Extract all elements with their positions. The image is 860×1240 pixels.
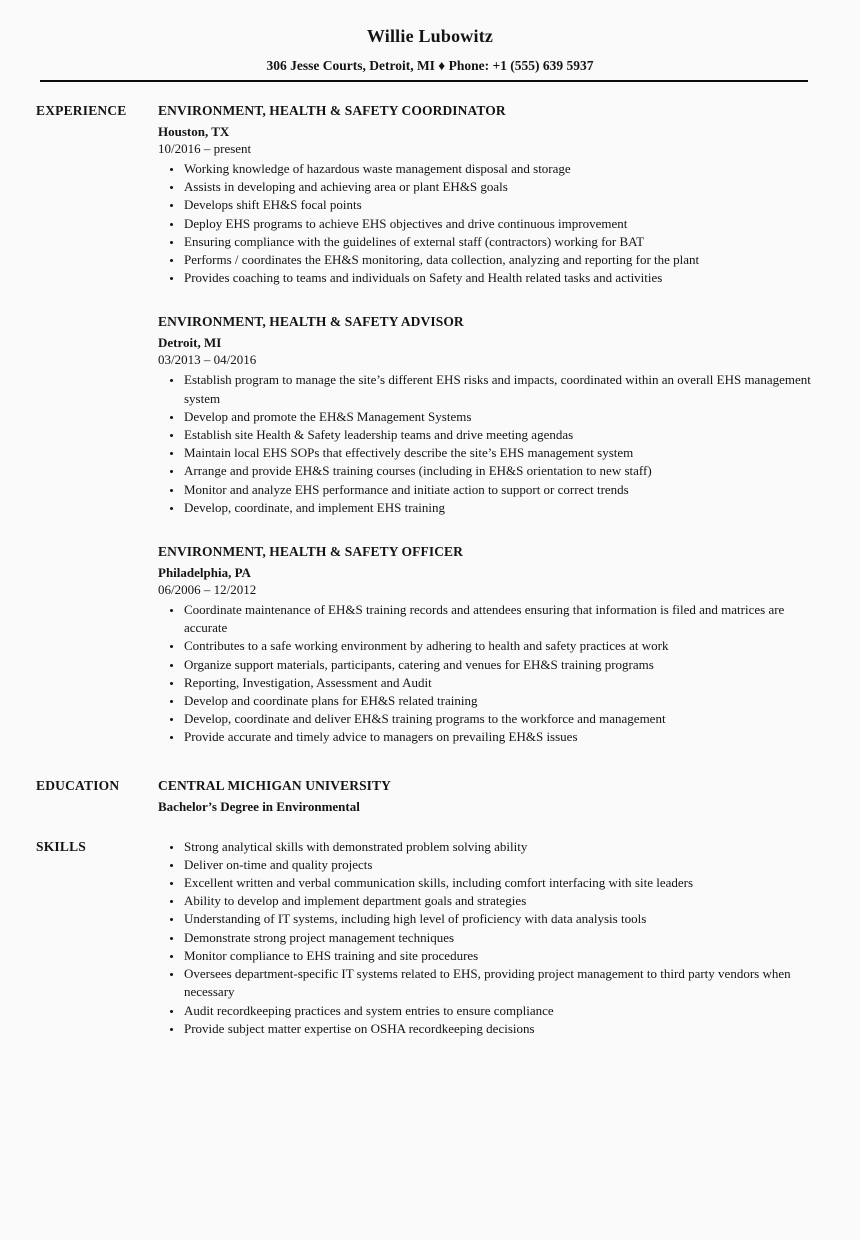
bullet-item: • Demonstrate strong project management techniques bbox=[183, 929, 820, 947]
job-entry-coordinator bbox=[158, 102, 820, 287]
education-degree: Bachelor’s Degree in Environmental bbox=[158, 798, 360, 814]
bullet-list bbox=[158, 371, 820, 517]
bullet-item: • Deploy EHS programs to achieve EHS objectives and drive continuous improvement bbox=[183, 215, 820, 233]
bullet-item: • Maintain local EHS SOPs that effectively describe the site’s EHS management system bbox=[183, 444, 820, 462]
bullet-item: • Develops shift EH&S focal points bbox=[183, 196, 820, 214]
job-title: ENVIRONMENT, HEALTH & SAFETY OFFICER bbox=[158, 544, 464, 560]
bullet-item: • Excellent written and verbal communication skills, including comfort interfacing with site leaders bbox=[183, 874, 820, 892]
job-location: Philadelphia, PA bbox=[158, 565, 251, 581]
bullet-item: • Performs / coordinates the EH&S monitoring, data collection, analyzing and reporting for the plant bbox=[183, 251, 820, 269]
education-heading: EDUCATION bbox=[36, 777, 120, 793]
bullet-list bbox=[158, 601, 820, 747]
bullet-item: • Develop and coordinate plans for EH&S related training bbox=[183, 692, 820, 710]
bullet-item: • Oversees department-specific IT systems related to EHS, providing project management to third party vendors when necessary bbox=[183, 965, 820, 1001]
bullet-item: • Coordinate maintenance of EH&S training records and attendees ensuring that information is filed and matrices are accurate bbox=[183, 601, 820, 637]
resume-header bbox=[0, 25, 860, 82]
header-divider bbox=[40, 80, 808, 82]
bullet-item: • Audit recordkeeping practices and system entries to ensure compliance bbox=[183, 1002, 820, 1020]
section-experience bbox=[0, 102, 860, 747]
bullet-item: • Provides coaching to teams and individuals on Safety and Health related tasks and activities bbox=[183, 269, 820, 287]
bullet-list bbox=[158, 160, 820, 287]
bullet-item: • Provide subject matter expertise on OSHA recordkeeping decisions bbox=[183, 1020, 820, 1038]
job-location: Detroit, MI bbox=[158, 335, 222, 351]
candidate-name: Willie Lubowitz bbox=[366, 26, 494, 46]
bullet-item: • Develop and promote the EH&S Management Systems bbox=[183, 408, 820, 426]
skills-heading: SKILLS bbox=[36, 838, 86, 854]
job-dates: 06/2006 – 12/2012 bbox=[158, 582, 257, 598]
bullet-item: • Develop, coordinate, and implement EHS training bbox=[183, 499, 820, 517]
job-dates: 03/2013 – 04/2016 bbox=[158, 352, 257, 368]
experience-heading: EXPERIENCE bbox=[36, 103, 127, 118]
bullet-item: • Establish site Health & Safety leadership teams and drive meeting agendas bbox=[183, 426, 820, 444]
job-entry-officer bbox=[158, 543, 820, 747]
job-entry-advisor bbox=[158, 313, 820, 517]
bullet-item: • Ensuring compliance with the guidelines of external staff (contractors) working for BAT bbox=[183, 233, 820, 251]
section-skills bbox=[0, 838, 860, 1038]
bullet-item: • Develop, coordinate and deliver EH&S training programs to the workforce and management bbox=[183, 710, 820, 728]
bullet-item: • Monitor compliance to EHS training and site procedures bbox=[183, 947, 820, 965]
contact-line: 306 Jesse Courts, Detroit, MI ♦ Phone: +1 (555) 639 5937 bbox=[266, 58, 594, 73]
bullet-item: • Organize support materials, participants, catering and venues for EH&S training programs bbox=[183, 656, 820, 674]
bullet-item: • Deliver on-time and quality projects bbox=[183, 856, 820, 874]
education-school: CENTRAL MICHIGAN UNIVERSITY bbox=[158, 777, 391, 793]
bullet-item: • Understanding of IT systems, including high level of proficiency with data analysis tools bbox=[183, 910, 820, 928]
bullet-item: • Working knowledge of hazardous waste management disposal and storage bbox=[183, 160, 820, 178]
bullet-item: • Provide accurate and timely advice to managers on prevailing EH&S issues bbox=[183, 728, 820, 746]
resume-body bbox=[0, 102, 860, 1038]
bullet-item: • Monitor and analyze EHS performance and initiate action to support or correct trends bbox=[183, 481, 820, 499]
bullet-item: • Establish program to manage the site’s different EHS risks and impacts, coordinated within an overall EHS management system bbox=[183, 371, 820, 407]
skills-content bbox=[158, 838, 860, 1038]
job-location: Houston, TX bbox=[158, 124, 230, 139]
bullet-list bbox=[158, 838, 820, 1038]
bullet-item: • Arrange and provide EH&S training courses (including in EH&S orientation to new staff) bbox=[183, 462, 820, 480]
bullet-item: • Contributes to a safe working environment by adhering to health and safety practices at work bbox=[183, 637, 820, 655]
bullet-item: • Assists in developing and achieving area or plant EH&S goals bbox=[183, 178, 820, 196]
job-dates: 10/2016 – present bbox=[158, 141, 252, 156]
bullet-item: • Ability to develop and implement department goals and strategies bbox=[183, 892, 820, 910]
bullet-item: • Strong analytical skills with demonstrated problem solving ability bbox=[183, 838, 820, 856]
job-title: ENVIRONMENT, HEALTH & SAFETY ADVISOR bbox=[158, 314, 464, 330]
bullet-item: • Reporting, Investigation, Assessment and Audit bbox=[183, 674, 820, 692]
experience-content bbox=[158, 102, 860, 747]
education-content bbox=[158, 777, 860, 815]
job-title: ENVIRONMENT, HEALTH & SAFETY COORDINATOR bbox=[158, 103, 506, 118]
section-education bbox=[0, 777, 860, 815]
